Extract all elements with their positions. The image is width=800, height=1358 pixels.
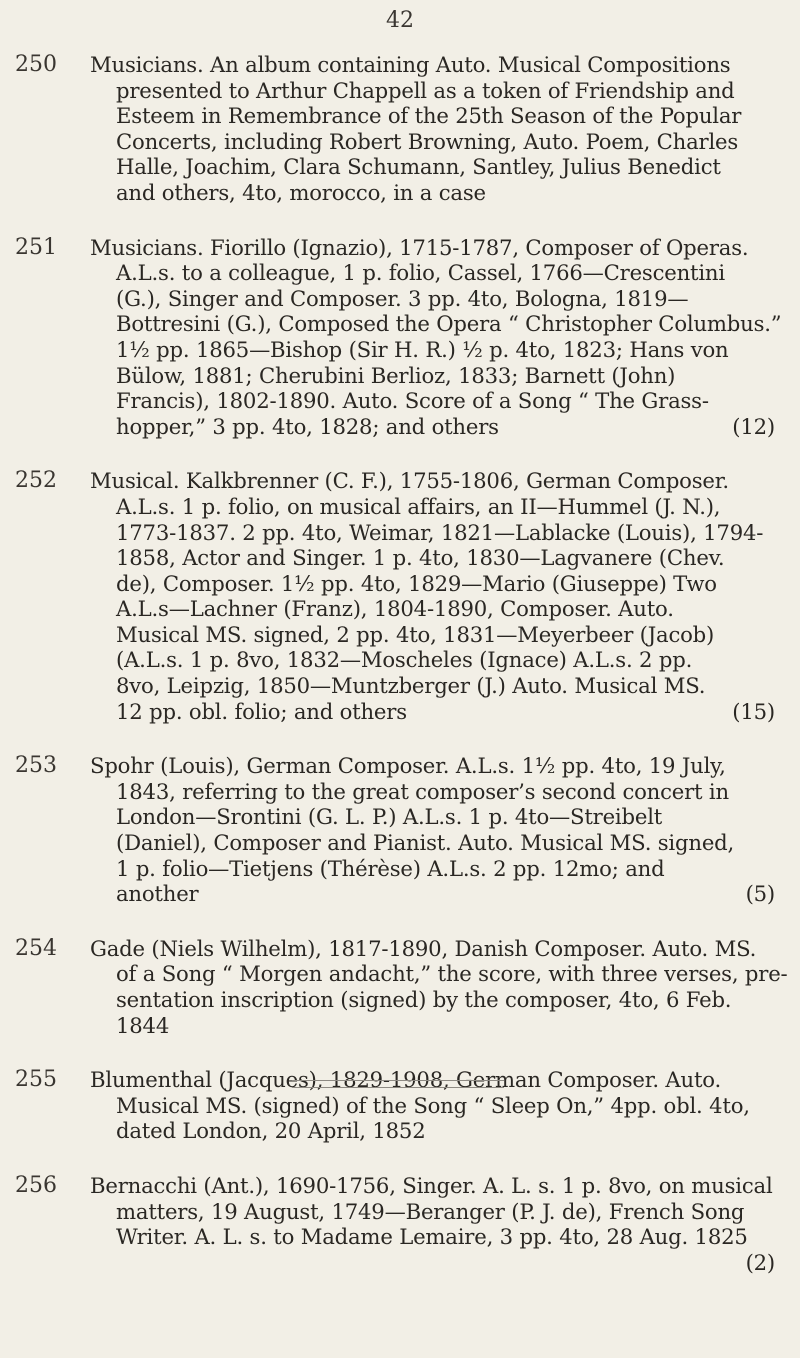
lot-line: Bottresini (G.), Composed the Opera “ Christopher Columbus.” bbox=[116, 311, 782, 337]
lot-line: Writer. A. L. s. to Madame Lemaire, 3 pp. 4to, 28 Aug. 1825 bbox=[116, 1224, 748, 1250]
lot-description bbox=[90, 468, 775, 724]
lot-line-last bbox=[90, 699, 775, 725]
lot-line: Bernacchi (Ant.), 1690-1756, Singer. A. L. s. 1 p. 8vo, on musical bbox=[90, 1172, 773, 1198]
lot-253 bbox=[0, 753, 800, 907]
lot-line: de), Composer. 1½ pp. 4to, 1829—Mario (Giuseppe) Two bbox=[116, 570, 717, 596]
page-number: 42 bbox=[386, 8, 414, 33]
lot-number: 251 bbox=[15, 234, 57, 260]
item-count: (5) bbox=[745, 881, 775, 907]
lot-line: Esteem in Remembrance of the 25th Season of the Popular bbox=[116, 103, 742, 129]
lot-line: 1844 bbox=[116, 1012, 170, 1038]
lot-line: Musicians. An album containing Auto. Musical Compositions bbox=[90, 52, 731, 77]
lot-250 bbox=[0, 52, 800, 206]
lot-line: another bbox=[116, 881, 199, 907]
lot-line: 8vo, Leipzig, 1850—Muntzberger (J.) Auto. Musical MS. bbox=[116, 673, 706, 699]
lot-line: and others, 4to, morocco, in a case bbox=[116, 179, 486, 205]
lot-254 bbox=[0, 936, 800, 1038]
lot-line: 1843, referring to the great composer’s second concert in bbox=[116, 778, 729, 804]
lot-line: A.L.s. to a colleague, 1 p. folio, Cassel, 1766—Crescentini bbox=[116, 260, 725, 286]
lot-line: 1858, Actor and Singer. 1 p. 4to, 1830—Lagvanere (Chev. bbox=[116, 545, 725, 571]
lot-description bbox=[90, 52, 775, 206]
item-count: (15) bbox=[732, 698, 775, 724]
lot-line: (A.L.s. 1 p. 8vo, 1832—Moscheles (Ignace) A.L.s. 2 pp. bbox=[116, 647, 693, 673]
lot-252 bbox=[0, 468, 800, 724]
lot-number: 255 bbox=[15, 1067, 57, 1093]
lot-line: Concerts, including Robert Browning, Auto. Poem, Charles bbox=[116, 128, 739, 154]
lot-line: Spohr (Louis), German Composer. A.L.s. 1½ pp. 4to, 19 July, bbox=[90, 753, 726, 779]
lot-description bbox=[90, 753, 775, 907]
lot-description bbox=[90, 1067, 775, 1144]
lot-description bbox=[90, 935, 788, 1038]
lot-line: matters, 19 August, 1749—Beranger (P. J. de), French Song bbox=[116, 1198, 745, 1224]
lot-line-last bbox=[90, 881, 775, 907]
lot-line: Bülow, 1881; Cherubini Berlioz, 1833; Barnett (John) bbox=[116, 362, 676, 388]
lot-line: (G.), Singer and Composer. 3 pp. 4to, Bologna, 1819— bbox=[116, 285, 689, 311]
lot-line: A.L.s—Lachner (Franz), 1804-1890, Composer. Auto. bbox=[116, 596, 674, 622]
lot-line: of a Song “ Morgen andacht,” the score, with three verses, pre- bbox=[116, 961, 788, 987]
lot-description bbox=[90, 1172, 775, 1275]
lot-line: Musical MS. signed, 2 pp. 4to, 1831—Meyerbeer (Jacob) bbox=[116, 621, 715, 647]
lot-line: hopper,” 3 pp. 4to, 1828; and others bbox=[116, 413, 499, 439]
lot-number: 256 bbox=[15, 1172, 57, 1198]
lot-line: 1 p. folio—Tietjens (Thérèse) A.L.s. 2 pp. 12mo; and bbox=[116, 855, 665, 881]
lot-line: Halle, Joachim, Clara Schumann, Santley, Julius Benedict bbox=[116, 154, 721, 180]
lot-line: 12 pp. obl. folio; and others bbox=[116, 698, 407, 724]
lot-number: 254 bbox=[15, 935, 57, 961]
lot-line: Musicians. Fiorillo (Ignazio), 1715-1787, Composer of Operas. bbox=[90, 234, 749, 260]
lot-description bbox=[90, 234, 782, 440]
lot-line: dated London, 20 April, 1852 bbox=[116, 1118, 426, 1144]
lot-line: A.L.s. 1 p. folio, on musical affairs, an II—Hummel (J. N.), bbox=[116, 493, 721, 519]
lot-line: Francis), 1802-1890. Auto. Score of a Song “ The Grass- bbox=[116, 388, 709, 414]
lot-number: 252 bbox=[15, 468, 57, 494]
lot-list bbox=[0, 52, 800, 1279]
lot-line: Gade (Niels Wilhelm), 1817-1890, Danish Composer. Auto. MS. bbox=[90, 935, 757, 961]
lot-251 bbox=[0, 235, 800, 440]
lot-line: sentation inscription (signed) by the composer, 4to, 6 Feb. bbox=[116, 987, 732, 1012]
lot-line: presented to Arthur Chappell as a token of Friendship and bbox=[116, 77, 735, 103]
lot-line: Blumenthal (Jacques), 1829-1908, German Composer. Auto. bbox=[90, 1067, 721, 1093]
footer-rule bbox=[292, 1080, 504, 1088]
lot-line: (Daniel), Composer and Pianist. Auto. Musical MS. signed, bbox=[116, 830, 735, 856]
lot-line: Musical. Kalkbrenner (C. F.), 1755-1806, German Composer. bbox=[90, 468, 729, 494]
lot-line-last bbox=[90, 414, 775, 440]
lot-line: 1773-1837. 2 pp. 4to, Weimar, 1821—Lablacke (Louis), 1794- bbox=[116, 519, 764, 545]
lot-256 bbox=[0, 1172, 800, 1275]
lot-255 bbox=[0, 1067, 800, 1144]
item-count: (2) bbox=[745, 1249, 775, 1275]
lot-line: London—Srontini (G. L. P.) A.L.s. 1 p. 4to—Streibelt bbox=[116, 804, 663, 830]
lot-line: 1½ pp. 1865—Bishop (Sir H. R.) ½ p. 4to, 1823; Hans von bbox=[116, 336, 729, 362]
lot-number: 250 bbox=[15, 52, 57, 77]
lot-number: 253 bbox=[15, 753, 57, 779]
item-count: (12) bbox=[732, 413, 775, 439]
lot-line: Musical MS. (signed) of the Song “ Sleep On,” 4pp. obl. 4to, bbox=[116, 1092, 750, 1118]
